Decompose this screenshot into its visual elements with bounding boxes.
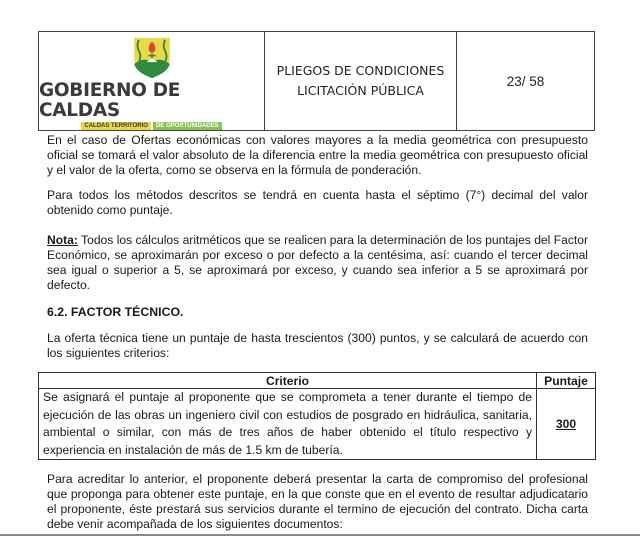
paragraph-acreditar: Para acreditar lo anterior, el proponente deberá presentar la carta de compromiso del profesional que proponga para obtener este puntaje, en la que conste que en el evento de resultar adjudicatario el proponente, éste prestará sus servicios durante el termino de ejecución del contrato. Dicha carta debe venir acompañada de los siguientes documentos: bbox=[47, 472, 588, 531]
logo-cell bbox=[39, 32, 265, 130]
page-number: 23/ 58 bbox=[506, 73, 545, 89]
page-number-cell bbox=[457, 32, 594, 130]
document-title-cell bbox=[265, 32, 457, 130]
caldas-shield-logo bbox=[129, 36, 175, 79]
paragraph-oferta-tecnica: La oferta técnica tiene un puntaje de hasta trescientos (300) puntos, y se calculará de acuerdo con los siguientes criterios: bbox=[47, 331, 588, 360]
logo-tagline bbox=[81, 122, 221, 130]
criterio-cell: Se asignará el puntaje al proponente que se comprometa a tener durante el tiempo de ejecución de las obras un ingeniero civil con estudios de posgrado en hidráulica, sanitaria, ambiental o similar, con más de tres años de haber obtenido el título respectivo y experiencia en instalación de más de 1.5 km de tubería. bbox=[39, 389, 537, 460]
puntaje-cell: 300 bbox=[537, 389, 596, 460]
document-header bbox=[38, 31, 595, 131]
table-header-row bbox=[39, 373, 596, 389]
table-row bbox=[39, 389, 596, 460]
header-puntaje: Puntaje bbox=[537, 373, 596, 389]
section-title-factor-tecnico: 6.2. FACTOR TÉCNICO. bbox=[47, 305, 184, 319]
document-title-line-1: PLIEGOS DE CONDICIONES bbox=[276, 63, 445, 78]
paragraph-ofertas-economicas: En el caso de Ofertas económicas con valores mayores a la media geométrica con presupuesto oficial se tomará el valor absoluto de la diferencia entre la media geométrica con presupuesto oficial y el valor de la oferta, como se observa en la fórmula de ponderación. bbox=[47, 133, 588, 177]
nota-label: Nota: bbox=[47, 233, 78, 247]
logo-title: GOBIERNO DE CALDAS bbox=[39, 80, 181, 121]
tagline-part-2: DE OPORTUNIDADES bbox=[153, 122, 222, 130]
paragraph-metodos-descritos: Para todos los métodos descritos se tendrá en cuenta hasta el séptimo (7°) decimal del valor obtenido como puntaje. bbox=[47, 188, 588, 217]
nota-text: Todos los cálculos aritméticos que se realicen para la determinación de los puntajes del Factor Económico, se aproximarán por exceso o por defecto a la centésima, así: cuando el tercer decimal sea igual o superior a 5, se aproximará por exceso, y cuando sea inferior a 5 se aproximará por defecto. bbox=[47, 233, 588, 292]
tagline-part-1: CALDAS TERRITORIO bbox=[81, 122, 151, 130]
criteria-table bbox=[38, 372, 596, 460]
document-title-line-2: LICITACIÓN PÚBLICA bbox=[297, 83, 424, 98]
header-criterio: Criterio bbox=[39, 373, 537, 389]
paragraph-nota bbox=[47, 233, 588, 293]
